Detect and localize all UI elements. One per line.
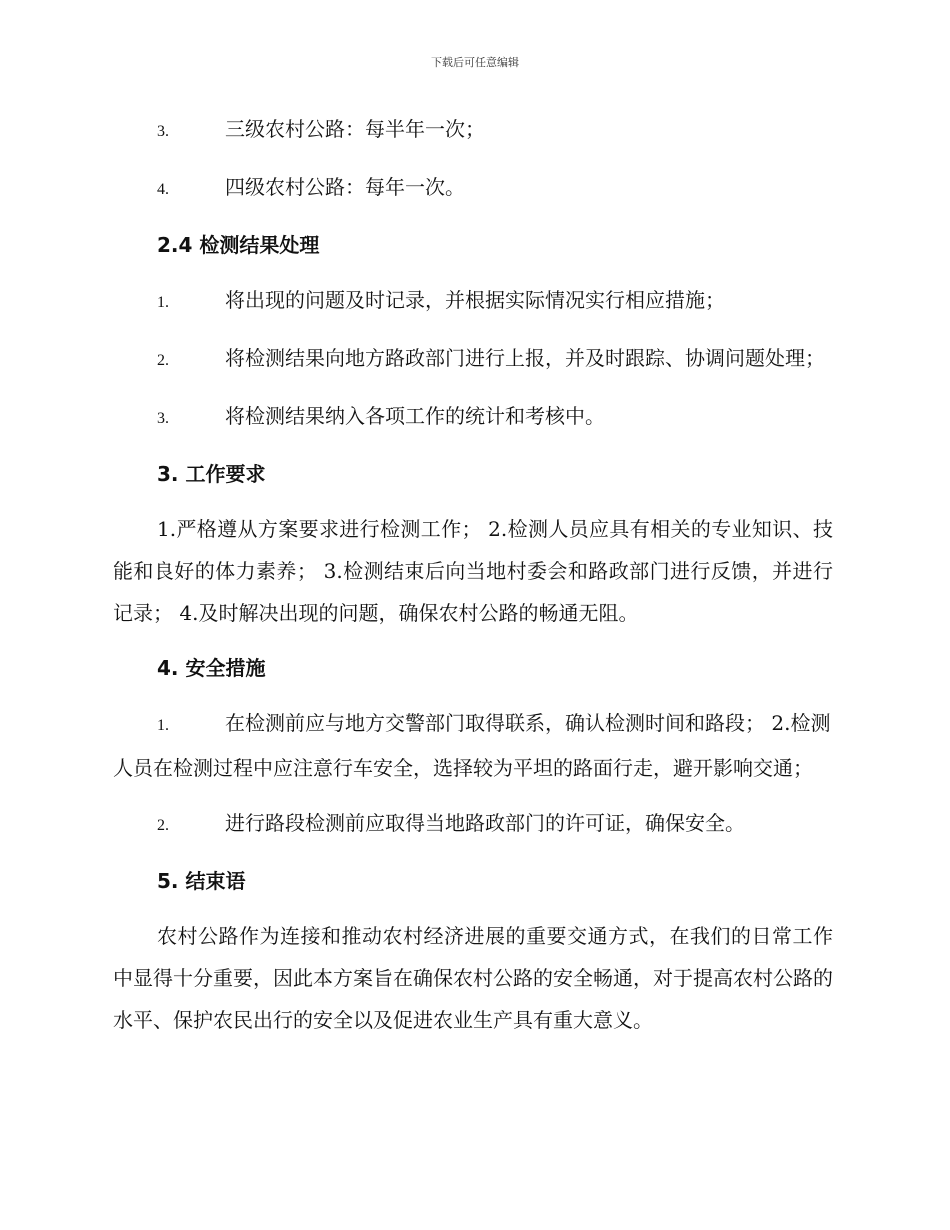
list-item-text: 三级农村公路：每半年一次； bbox=[225, 117, 485, 141]
list-item-number: 2. bbox=[157, 817, 169, 834]
list-item-number: 2. bbox=[157, 352, 169, 369]
document-body bbox=[113, 108, 833, 1054]
list-item-text: 将检测结果纳入各项工作的统计和考核中。 bbox=[225, 404, 605, 428]
list-item-text: 在检测前应与地方交警部门取得联系，确认检测时间和路段； 2.检测人员在检测过程中应注意行车安全，选择较为平坦的路面行走，避开影响交通； bbox=[113, 711, 831, 780]
list-item-number: 4. bbox=[157, 181, 169, 198]
list-item bbox=[113, 802, 833, 847]
list-item-text: 进行路段检测前应取得当地路政部门的许可证，确保安全。 bbox=[225, 811, 745, 835]
list-item-number: 3. bbox=[157, 410, 169, 427]
section-heading-safety: 4. 安全措施 bbox=[157, 656, 266, 680]
list-item-text: 将检测结果向地方路政部门进行上报，并及时跟踪、协调问题处理； bbox=[225, 346, 825, 370]
section-heading-results: 2.4 检测结果处理 bbox=[157, 233, 320, 257]
list-item bbox=[113, 337, 833, 382]
list-item-text: 将出现的问题及时记录，并根据实际情况实行相应措施； bbox=[225, 288, 725, 312]
list-item bbox=[113, 395, 833, 440]
list-item-number: 1. bbox=[157, 294, 169, 311]
requirements-paragraph: 1.严格遵从方案要求进行检测工作； 2.检测人员应具有相关的专业知识、技能和良好的体力素养； 3.检测结束后向当地村委会和路政部门进行反馈，并进行记录； 4.及时解决出现的问题，确保农村公路的畅通无阻。 bbox=[113, 517, 833, 625]
section-heading-requirements: 3. 工作要求 bbox=[157, 462, 266, 486]
section-heading-conclusion: 5. 结束语 bbox=[157, 869, 246, 893]
list-item-number: 3. bbox=[157, 123, 169, 140]
list-item-text: 四级农村公路：每年一次。 bbox=[225, 175, 465, 199]
list-item bbox=[113, 702, 833, 789]
list-item bbox=[113, 108, 833, 153]
list-item-number: 1. bbox=[157, 717, 169, 734]
conclusion-paragraph: 农村公路作为连接和推动农村经济进展的重要交通方式，在我们的日常工作中显得十分重要，因此本方案旨在确保农村公路的安全畅通，对于提高农村公路的水平、保护农民出行的安全以及促进农业生产具有重大意义。 bbox=[113, 924, 833, 1032]
page-header: 下载后可任意编辑 bbox=[431, 56, 519, 69]
list-item bbox=[113, 279, 833, 324]
list-item bbox=[113, 166, 833, 211]
